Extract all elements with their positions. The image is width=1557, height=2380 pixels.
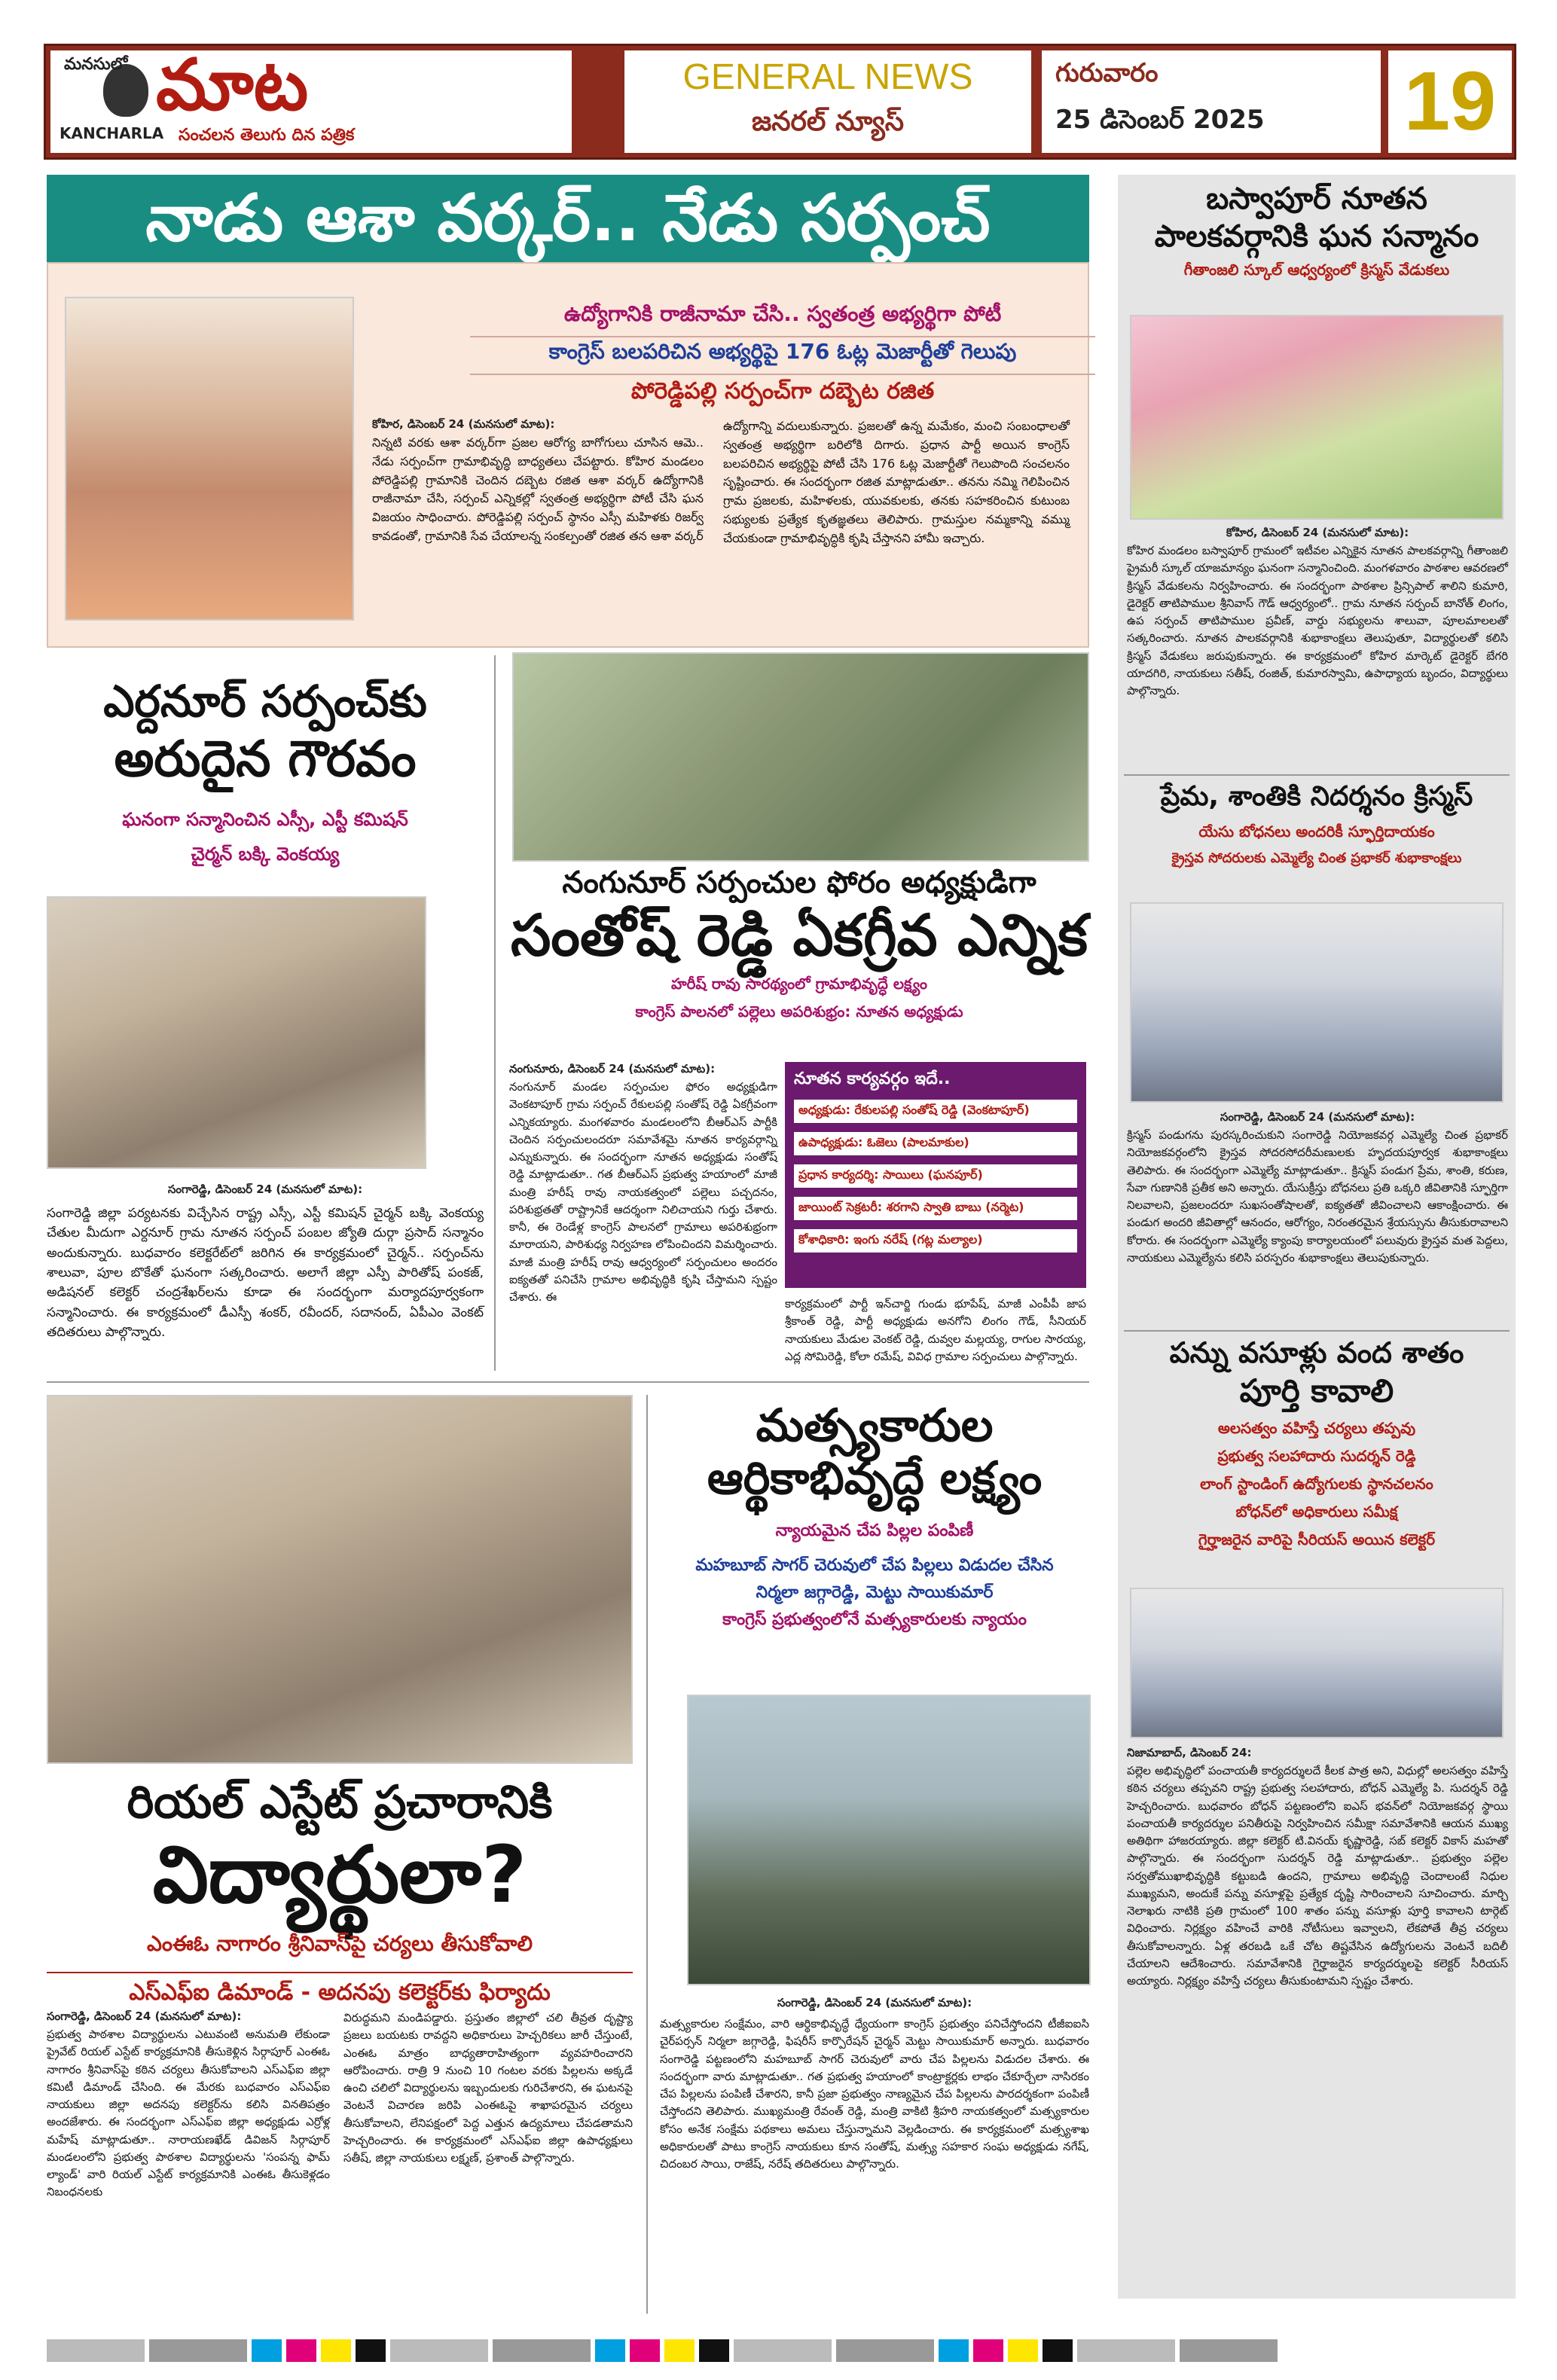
real-estate-headline-2: విద్యార్థులా? xyxy=(152,1829,527,1921)
column-rule xyxy=(494,655,496,1371)
fishermen-body xyxy=(660,1996,1089,2173)
fishermen-subhead-2: మహబూబ్ సాగర్ చెరువులో చేప పిల్లలు విడుదల చేసిన xyxy=(695,1556,1054,1575)
nagunur-body xyxy=(509,1062,777,1306)
lead-subhead-2: కాంగ్రెస్ బలపరిచిన అభ్యర్థిపై 176 ఓట్ల మెజార్టీతో గెలుపు xyxy=(470,339,1095,375)
christmas-dateline: సంగారెడ్డి, డిసెంబర్ 24 (మనసులో మాట): xyxy=(1220,1110,1415,1124)
logo-tagline: సంచలన తెలుగు దిన పత్రిక xyxy=(179,126,355,145)
yerdanur-story xyxy=(47,678,484,869)
yerdanur-headline-2: అరుదైన గౌరవం xyxy=(114,729,417,788)
basvapur-headline-1: బస్వాపూర్ నూతన xyxy=(1206,182,1427,216)
lead-column-2 xyxy=(723,417,1070,548)
committee-box-title: నూతన కార్యవర్గం ఇదే.. xyxy=(794,1069,951,1088)
committee-item: కోశాధికారి: ఇంగు నరేష్ (గట్ల మల్యాల) xyxy=(794,1229,1077,1253)
tax-headline-2: పూర్తి కావాలి xyxy=(1239,1372,1394,1409)
tax-collection-story xyxy=(1125,1338,1508,1552)
newspaper-logo xyxy=(50,44,572,153)
logo-brand: KANCHARLA xyxy=(60,124,164,142)
nagunur-group-photo xyxy=(512,652,1089,862)
logo-title: మాట xyxy=(156,44,309,127)
christmas-subhead-2: క్రైస్తవ సోదరులకు ఎమ్మెల్యే చింత ప్రభాకర్ శుభాకాంక్షలు xyxy=(1171,850,1462,866)
lead-subhead-3: పోరెడ్డిపల్లి సర్పంచ్‌గా దబ్బెట రజిత xyxy=(630,378,935,404)
fishermen-headline-2: ఆర్థికాభివృద్ధే లక్ష్యం xyxy=(707,1452,1043,1505)
basvapur-subhead: గీతాంజలి స్కూల్ ఆధ్వర్యంలో క్రిస్మస్ వేడుకలు xyxy=(1183,261,1450,279)
yerdanur-photo xyxy=(47,896,426,1169)
issue-date xyxy=(1042,50,1381,153)
nagunur-headline: సంతోష్ రెడ్డి ఏకగ్రీవ ఎన్నిక xyxy=(511,902,1088,969)
committee-item: ఉపాధ్యక్షుడు: ఓజెలు (పాలమాకుల) xyxy=(794,1132,1077,1155)
christmas-story xyxy=(1125,782,1508,869)
lead-body-left: నిన్నటి వరకు ఆశా వర్కర్‌గా ప్రజల ఆరోగ్య బాగోగులు చూసిన ఆమె.. నేడు సర్పంచ్‌గా గ్రామాభివృద్ధి బాధ్యతలు చేపట్టారు. కోహిర మండలం పోరెడ్డిపల్లి గ్రామానికి చెందిన దబ్బెట రజిత ఆశా వర్కర్ ఉద్యోగానికి రాజీనామా చేసి, సర్పంచ్ ఎన్నికల్లో స్వతంత్ర అభ్యర్థిగా పోటీ చేసి ఘన విజయం సాధించారు. పోరెడ్డిపల్లి సర్పంచ్ స్థానం ఎస్సీ మహిళకు రిజర్వ్ కావడంతో, గ్రామానికి సేవ చేయాలన్న సంకల్పంతో రజిత తన ఆశా వర్కర్ xyxy=(372,435,704,543)
basvapur-dateline: కోహిర, డిసెంబర్ 24 (మనసులో మాట): xyxy=(1226,526,1409,539)
review-meeting-photo xyxy=(1130,1588,1504,1738)
lead-column-1 xyxy=(372,417,704,546)
logo-small-text: మనసులో xyxy=(64,55,128,74)
print-registration-bar xyxy=(47,2339,1516,2362)
tax-text: పల్లెల అభివృద్ధిలో పంచాయతీ కార్యదర్శులదే కీలక పాత్ర అని, విధుల్లో అలసత్వం వహిస్తే కఠిన చర్యలు తప్పవని రాష్ట్ర ప్రభుత్వ సలహాదారు, బోధన్ ఎమ్మెల్యే పి. సుదర్శన్ రెడ్డి హెచ్చరించారు. బుధవారం బోధన్ పట్టణంలోని ఐఎస్ భవన్‌లో నియోజకవర్గ స్థాయి పంచాయతీ కార్యదర్శుల పనితీరుపై నిర్వహించిన సమీక్షా సమావేశానికి ఆయన ముఖ్య అతిథిగా హాజరయ్యారు. జిల్లా కలెక్టర్ టి.వినయ్ కృష్ణారెడ్డి, సబ్ కలెక్టర్ వికాస్ మహతో పాల్గొన్నారు. ఈ సందర్భంగా సుదర్శన్ రెడ్డి మాట్లాడుతూ.. ప్రభుత్వం పల్లెల సర్వతోముఖాభివృద్ధికి కట్టుబడి ఉందని, గ్రామాలు అభివృద్ధి చెందాలంటే నిధుల ముఖ్యమని, అందుకే పన్ను వసూళ్లపై ప్రత్యేక దృష్టి సారించాలని సూచించారు. మార్చి నెలాఖరు నాటికి ప్రతి గ్రామంలో 100 శాతం పన్ను వసూళ్లు పూర్తి కావాలని టార్గెట్ విధించారు. నిర్లక్ష్యం వహించే వారికి నోటీసులు ఇవ్వాలని, లేకపోతే తీవ్ర చర్యలు తీసుకోవాలన్నారు. ఏళ్ల తరబడి ఒకే చోట తిష్టవేసిన ఉద్యోగులను వెంటనే బదిలీ చేయాలని ఆదేశించారు. సమావేశానికి గైర్హాజరైన కార్యదర్శులపై కలెక్టర్ సీరియస్ అయ్యారు. నిర్లక్ష్యం వహిస్తే చర్యలు తీసుకుంటామని స్పష్టం చేశారు. xyxy=(1127,1764,1508,1988)
issue-date-text: 25 డిసెంబర్ 2025 xyxy=(1055,105,1265,135)
fish-release-photo xyxy=(687,1695,1091,1985)
christmas-headline: ప్రేమ, శాంతికి నిదర్శనం క్రిస్మస్ xyxy=(1160,781,1473,812)
nagunur-kicker: నంగునూర్ సర్పంచుల ఫోరం అధ్యక్షుడిగా xyxy=(562,865,1036,900)
section-telugu: జనరల్ న్యూస్ xyxy=(751,106,905,137)
yerdanur-headline-1: ఎర్దనూర్ సర్పంచ్‌కు xyxy=(103,676,427,727)
yerdanur-dateline: సంగారెడ్డి, డిసెంబర్ 24 (మనసులో మాట): xyxy=(167,1182,363,1196)
christmas-text: క్రిస్మస్ పండుగను పురస్కరించుకుని సంగారెడ్డి నియోజకవర్గ ఎమ్మెల్యే చింత ప్రభాకర్ నియోజకవర్గంలోని క్రైస్తవ సోదరసోదరీమణులకు హృదయపూర్వక శుభాకాంక్షలు తెలిపారు. ఈ సందర్భంగా ఎమ్మెల్యే మాట్లాడుతూ.. క్రిస్మస్ పండుగ ప్రేమ, శాంతి, కరుణ, సేవా గుణానికి ప్రతీక అని అన్నారు. యేసుక్రీస్తు బోధనలు ప్రతి ఒక్కరి జీవితానికి స్ఫూర్తిగా నిలవాలని, ప్రజలందరూ సుఖసంతోషాలతో, ఐక్యతతో జీవించాలని ఆకాంక్షించారు. ఈ పండుగ అందరి జీవితాల్లో ఆనందం, ఆరోగ్యం, నిరంతరమైన శ్రేయస్సును తీసుకురావాలని కోరారు. ఈ సందర్భంగా ఎమ్మెల్యే క్యాంపు కార్యాలయంలో పలువురు క్రైస్తవ మత పెద్దలు, నాయకులు ఎమ్మెల్యేను కలిసి పరస్పరం శుభాకాంక్షలు తెలుపుకున్నారు. xyxy=(1127,1128,1508,1265)
section-divider xyxy=(1124,774,1510,776)
basvapur-body xyxy=(1127,526,1508,700)
fishermen-story xyxy=(660,1401,1089,1633)
section-label xyxy=(624,50,1031,153)
sfi-complaint-photo xyxy=(47,1395,633,1764)
sarpanch-photo xyxy=(65,297,354,621)
tax-headline-1: పన్ను వసూళ్లు వంద శాతం xyxy=(1169,1336,1464,1369)
section-english: GENERAL NEWS xyxy=(682,57,973,97)
real-estate-body-left: ప్రభుత్వ పాఠశాల విద్యార్థులను ఎటువంటి అనుమతి లేకుండా ప్రైవేట్ రియల్ ఎస్టేట్ కార్యక్రమానికి తీసుకెళ్లిన సిర్గాపూర్ ఎంఈఓ నాగారం శ్రీనివాస్‌పై కఠిన చర్యలు తీసుకోవాలని ఎస్ఎఫ్ఐ జిల్లా కమిటీ డిమాండ్ చేసింది. ఈ మేరకు బుధవారం ఎస్ఎఫ్ఐ నాయకులు జిల్లా అదనపు కలెక్టర్‌ను కలిసి వినతిపత్రం అందజేశారు. ఈ సందర్భంగా ఎస్ఎఫ్ఐ జిల్లా అధ్యక్షుడు ఎర్రోళ్ల మహేష్ మాట్లాడుతూ.. నారాయణఖేడ్ డివిజన్ సిర్గాపూర్ మండలంలోని ప్రభుత్వ పాఠశాల విద్యార్థులను 'సంపన్న ఫామ్ ల్యాండ్' వారి రియల్ ఎస్టేట్ కార్యక్రమానికి ఎంఈఓ తీసుకెళ్లడం నిబంధనలకు xyxy=(47,2028,330,2199)
real-estate-col-2 xyxy=(343,2009,633,2167)
lead-story xyxy=(47,262,1089,648)
real-estate-col-1 xyxy=(47,2009,330,2202)
yerdanur-subhead-1: ఘనంగా సన్మానించిన ఎస్సీ, ఎస్టీ కమిషన్ xyxy=(122,809,408,831)
section-divider xyxy=(1124,1330,1510,1332)
basvapur-headline-2: పాలకవర్గానికి ఘన సన్మానం xyxy=(1154,219,1479,254)
nagunur-body-continued xyxy=(785,1295,1086,1365)
fishermen-subhead-4: కాంగ్రెస్ ప్రభుత్వంలోనే మత్స్యకారులకు న్యాయం xyxy=(722,1610,1027,1629)
nagunur-text: నంగునూర్ మండల సర్పంచుల ఫోరం అధ్యక్షుడిగా వెంకటాపూర్ గ్రామ సర్పంచ్ రేకులపల్లి సంతోష్ రెడ్డి ఏకగ్రీవంగా ఎన్నికయ్యారు. మంగళవారం మండలంలోని బీఆర్ఎస్ పార్టీకి చెందిన సర్పంచులందరూ సమావేశమై నూతన కార్యవర్గాన్ని ఎన్నుకున్నారు. ఈ సందర్భంగా నూతన అధ్యక్షుడు సంతోష్ రెడ్డి మాట్లాడుతూ.. గత బీఆర్ఎస్ ప్రభుత్వ హయాంలో మాజీ మంత్రి హరీష్ రావు నాయకత్వంలో పల్లెలు పచ్చదనం, పరిశుభ్రతతో రాష్ట్రానికే ఆదర్శంగా నిలిచాయని గుర్తు చేశారు. కానీ, ఈ రెండేళ్ల కాంగ్రెస్ పాలనలో గ్రామాలు అపరిశుభ్రంగా మారాయని, పారిశుధ్య నిర్వహణ లోపించిందని విమర్శించారు. మాజీ మంత్రి హరీష్ రావు ఆధ్వర్యంలో సర్పంచులం అందరం ఐక్యతతో పనిచేసి గ్రామాల అభివృద్ధికి కృషి చేస్తామని స్పష్టం చేశారు. ఈ xyxy=(509,1080,777,1304)
yerdanur-body xyxy=(47,1182,484,1342)
right-column xyxy=(1118,175,1516,2299)
christmas-subhead-1: యేసు బోధనలు అందరికీ స్ఫూర్తిదాయకం xyxy=(1198,822,1435,841)
nagunur-dateline: నంగునూరు, డిసెంబర్ 24 (మనసులో మాట): xyxy=(509,1062,716,1076)
nagunur-text-2: కార్యక్రమంలో పార్టీ ఇన్‌చార్జి గుండు భూపేష్, మాజీ ఎంపీపీ జాప శ్రీకాంత్ రెడ్డి, పార్టీ అధ్యక్షుడు అనగోని లింగం గౌడ్, సీనియర్ నాయకులు మేడుల వెంకట్ రెడ్డి, దువ్వల మల్లయ్య, రాగుల సారయ్య, ఎద్ల సోమిరెడ్డి, కోలా రమేష్, వివిధ గ్రామాల సర్పంచులు పాల్గొన్నారు. xyxy=(785,1297,1086,1363)
lead-body-right: ఉద్యోగాన్ని వదులుకున్నారు. ప్రజలతో ఉన్న మమేకం, మంచి సంబంధాలతో స్వతంత్ర అభ్యర్థిగా బరిలోకి దిగారు. ప్రధాన పార్టీ అయిన కాంగ్రెస్ బలపరిచిన అభ్యర్థిపై పోటీ చేసి 176 ఓట్ల మెజార్టీతో గెలుపొంది సంచలనం సృష్టించారు. ఈ సందర్భంగా రజిత మాట్లాడుతూ.. తనను నమ్మి గెలిపించిన గ్రామ ప్రజలకు, మహిళలకు, యువకులకు, తనకు సహకరించిన కుటుంబ సభ్యులకు ప్రత్యేక కృతజ్ఞతలు తెలిపారు. గ్రామస్తుల నమ్మకాన్ని వమ్ము చేయకుండా గ్రామాభివృద్ధికి కృషి చేస్తానని హామీ ఇచ్చారు. xyxy=(723,419,1070,545)
committee-item: ప్రధాన కార్యదర్శి: సాయిలు (ఘనపూర్) xyxy=(794,1164,1077,1188)
committee-item: అధ్యక్షుడు: రేకులపల్లి సంతోష్ రెడ్డి (వెంకటాపూర్) xyxy=(794,1100,1077,1123)
section-divider xyxy=(47,1381,1089,1383)
fishermen-headline-1: మత్స్యకారుల xyxy=(756,1399,994,1452)
fishermen-subhead-1: న్యాయమైన చేప పిల్లల పంపిణీ xyxy=(775,1521,974,1540)
issue-day: గురువారం xyxy=(1055,58,1159,88)
tax-subhead-3: లాంగ్ స్టాండింగ్ ఉద్యోగులకు స్థానచలనం xyxy=(1200,1474,1433,1493)
lead-subhead-1: ఉద్యోగానికి రాజీనామా చేసి.. స్వతంత్ర అభ్యర్థిగా పోటీ xyxy=(470,301,1095,337)
christmas-kids-photo xyxy=(1130,315,1504,520)
nagunur-subhead-2: కాంగ్రెస్ పాలనలో పల్లెలు అపరిశుభ్రం: నూతన అధ్యక్షుడు xyxy=(635,1002,963,1021)
page-number: 19 xyxy=(1388,50,1512,153)
real-estate-headline-1: రియల్ ఎస్టేట్ ప్రచారానికి xyxy=(127,1776,553,1829)
real-estate-dateline: సంగారెడ్డి, డిసెంబర్ 24 (మనసులో మాట): xyxy=(47,2009,242,2023)
christmas-body xyxy=(1127,1110,1508,1267)
tax-dateline: నిజామాబాద్, డిసెంబర్ 24: xyxy=(1127,1746,1252,1759)
real-estate-subhead-1: ఎంఈఓ నాగారం శ్రీనివాస్‌పై చర్యలు తీసుకోవాలి xyxy=(146,1931,533,1957)
fishermen-text: మత్స్యకారుల సంక్షేమం, వారి ఆర్థికాభివృద్ధే ధ్యేయంగా కాంగ్రెస్ ప్రభుత్వం పనిచేస్తోందని టీజీఐఐసి చైర్‌పర్సన్ నిర్మలా జగ్గారెడ్డి, ఫిషరీస్ కార్పొరేషన్ చైర్మన్ మెట్టు సాయికుమార్ అన్నారు. బుధవారం సంగారెడ్డి పట్టణంలోని మహబూబ్ సాగర్ చెరువులో వారు చేప పిల్లలను విడుదల చేశారు. ఈ సందర్భంగా వారు మాట్లాడుతూ.. గత ప్రభుత్వ హయాంలో కాంట్రాక్టర్లకు లాభం చేకూర్చేలా నాసిరకం చేప పిల్లలను పంపిణీ చేశారని, కానీ ప్రజా ప్రభుత్వం నాణ్యమైన చేప పిల్లలను పారదర్శకంగా పంపిణీ చేస్తోందని తెలిపారు. ముఖ్యమంత్రి రేవంత్ రెడ్డి, మంత్రి వాకిటి శ్రీహరి నాయకత్వంలో మత్స్యకారుల కోసం అనేక సంక్షేమ పథకాలు అమలు చేస్తున్నామని వెల్లడించారు. ఈ కార్యక్రమంలో మత్స్యశాఖ అధికారులతో పాటు కాంగ్రెస్ నాయకులు కూన సంతోష్, మత్స్య సహకార సంఘ అధ్యక్షుడు నగేష్, చిదంబర సాయి, రాజేష్, నరేష్ తదితరులు పాల్గొన్నారు. xyxy=(660,2017,1089,2171)
basvapur-story xyxy=(1125,182,1508,282)
fishermen-dateline: సంగారెడ్డి, డిసెంబర్ 24 (మనసులో మాట): xyxy=(777,1996,972,2009)
committee-item: జాయింట్ సెక్రటరీ: శరగాని స్వాతి బాబు (నర్మెట) xyxy=(794,1197,1077,1220)
basvapur-text: కోహిర మండలం బస్వాపూర్ గ్రామంలో ఇటీవల ఎన్నికైన నూతన పాలకవర్గాన్ని గీతాంజలి ప్రైమరీ స్కూల్ యాజమాన్యం ఘనంగా సన్మానించింది. మంగళవారం పాఠశాల ఆవరణలో క్రిస్మస్ వేడుకలను నిర్వహించారు. ఈ సందర్భంగా పాఠశాల ప్రిన్సిపాల్ శాలిని కుమారి, డైరెక్టర్ తాటిపాముల శ్రీనివాస్ గౌడ్ ఆధ్వర్యంలో.. గ్రామ నూతన సర్పంచ్ బానోత్ లింగం, ఉప సర్పంచ్ తాటిపాముల ప్రవీణ్, వార్డు సభ్యులను శాలువా, పూలమాలలతో సత్కరించారు. నూతన పాలకవర్గానికి శుభాకాంక్షలు తెలుపుతూ, విద్యార్థులతో కలిసి క్రిస్మస్ వేడుకలు జరుపుకున్నారు. ఈ కార్యక్రమంలో కోహిర మార్కెట్ డైరెక్టర్ బేగరి యాదగిరి, నాయకులు సతీష్, రంజిత్, కుమారస్వామి, ఉపాధ్యాయ బృందం, విద్యార్థులు పాల్గొన్నారు. xyxy=(1127,544,1508,697)
fishermen-subhead-3: నిర్మలా జగ్గారెడ్డి, మెట్టు సాయికుమార్ xyxy=(756,1583,994,1602)
masthead xyxy=(44,44,1516,160)
real-estate-story xyxy=(47,1777,633,2011)
yerdanur-subhead-2: చైర్మన్ బక్కి వెంకయ్య xyxy=(191,844,340,865)
tax-subhead-2: ప్రభుత్వ సలహాదారు సుదర్శన్ రెడ్డి xyxy=(1217,1446,1416,1465)
yerdanur-text: సంగారెడ్డి జిల్లా పర్యటనకు విచ్చేసిన రాష్ట్ర ఎస్సీ, ఎస్టీ కమిషన్ చైర్మన్ బక్కి వెంకయ్య చేతుల మీదుగా ఎర్దనూర్ గ్రామ నూతన సర్పంచ్ పంబల జ్యోతి దుర్గా ప్రసాద్ సన్మానం అందుకున్నారు. బుధవారం కలెక్టరేట్‌లో జరిగిన ఈ కార్యక్రమంలో చైర్మన్.. సర్పంచ్‌ను శాలువా, పూల బొకేతో ఘనంగా సత్కరించారు. అలాగే జిల్లా ఎస్పీ పారితోష్ పంకజ్, అడిషనల్ కలెక్టర్ చంద్రశేఖర్‌లను కూడా ఈ సందర్భంగా మర్యాదపూర్వకంగా సన్మానించారు. ఈ కార్యక్రమంలో డీఎస్పీ శంకర్, రవీందర్, సదానంద్, ఏపీఎం వెంకట్ తదితరులు పాల్గొన్నారు. xyxy=(47,1206,484,1341)
new-committee-box xyxy=(785,1062,1086,1288)
real-estate-body-right: విరుద్ధమని మండిపడ్డారు. ప్రస్తుతం జిల్లాలో చలి తీవ్రత దృష్ట్యా ప్రజలు బయటకు రావద్దని అధికారులు హెచ్చరికలు జారీ చేస్తుంటే, ఎంఈఓ మాత్రం బాధ్యతారాహిత్యంగా వ్యవహరించారని ఆరోపించారు. రాత్రి 9 నుంచి 10 గంటల వరకు పిల్లలను అక్కడే ఉంచి చలిలో విద్యార్థులను ఇబ్బందులకు గురిచేశారని, ఈ ఘటనపై వెంటనే విచారణ జరిపి ఎంఈఓపై శాఖాపరమైన చర్యలు తీసుకోవాలని, లేనిపక్షంలో పెద్ద ఎత్తున ఉద్యమాలు చేపడతామని హెచ్చరించారు. ఈ కార్యక్రమంలో ఎస్ఎఫ్ఐ జిల్లా ఉపాధ్యక్షులు సతీష్, జిల్లా నాయకులు లక్ష్మణ్, ప్రశాంత్ పాల్గొన్నారు. xyxy=(343,2011,633,2165)
nagunur-story xyxy=(509,866,1089,1024)
lead-dateline: కోహిర, డిసెంబర్ 24 (మనసులో మాట): xyxy=(372,417,555,431)
tax-subhead-5: గైర్హాజరైన వారిపై సీరియస్ అయిన కలెక్టర్ xyxy=(1198,1530,1436,1549)
lead-headline: నాడు ఆశా వర్కర్.. నేడు సర్పంచ్ xyxy=(47,175,1089,262)
real-estate-subhead-2: ఎస్ఎఫ్ఐ డిమాండ్ - అదనపు కలెక్టర్‌కు ఫిర్యాదు xyxy=(47,1972,633,2011)
mla-christmas-photo xyxy=(1130,902,1504,1103)
column-rule xyxy=(646,1395,648,2314)
tax-subhead-4: బోధన్‌లో అధికారులు సమీక్ష xyxy=(1235,1502,1398,1521)
nagunur-subhead-1: హరీష్ రావు సారథ్యంలో గ్రామాభివృద్ధే లక్ష్యం xyxy=(671,974,927,993)
tax-subhead-1: అలసత్వం వహిస్తే చర్యలు తప్పవు xyxy=(1217,1418,1416,1437)
tax-body xyxy=(1127,1746,1508,1990)
